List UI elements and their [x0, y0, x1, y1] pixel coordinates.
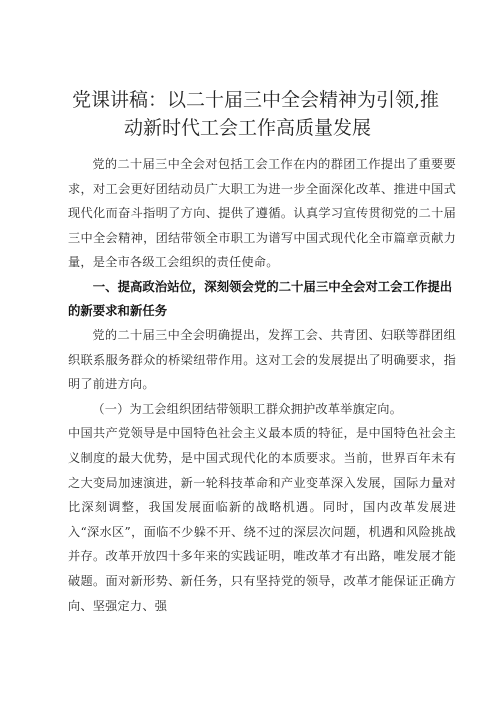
subsection-lead: （一）为工会组织团结带领职工群众拥护改革举旗定向。	[92, 401, 403, 416]
title-line-2: 动新时代工会工作高质量发展	[124, 117, 372, 139]
paragraph-3: 中国共产党领导是中国特色社会主义最本质的特征，是中国特色社会主义制度的最大优势，是中国式现代化的本质要求。当前，世界百年未有之大变局加速演进，新一轮科技革命和产业变革深入发展，国际力量对比深刻调整，我国发展面临新的战略机遇。同时，国内改革发展进入“深水区”，面临不少躲不开、绕不过的深层次问题，机遇和风险挑战并存。改革开放四十多年来的实践证明，唯改革才有出路，唯发展才能破题。面对新形势、新任务，只有坚持党的领导，改革才能保证正确方向、坚强定力、强	[68, 426, 456, 613]
paragraph-2: 党的二十届三中全会明确提出，发挥工会、共青团、妇联等群团组织联系服务群众的桥梁纽带作用。这对工会的发展提出了明确要求，指明了前进方向。	[68, 327, 456, 392]
section-heading-1: 一、提高政治站位，深刻领会党的二十届三中全会对工会工作提出的新要求和新任务	[68, 278, 453, 318]
document-title	[72, 86, 442, 142]
title-line-1: 党课讲稿：以二十届三中全会精神为引领,推	[72, 89, 440, 111]
document-body	[68, 152, 456, 618]
intro-paragraph: 党的二十届三中全会对包括工会工作在内的群团工作提出了重要要求，对工会更好团结动员广大职工为进一步全面深化改革、推进中国式现代化而奋斗指明了方向、提供了遵循。认真学习宣传贯彻党的二十届三中全会精神，团结带领全市职工为谱写中国式现代化全市篇章贡献力量，是全市各级工会组织的责任使命。	[68, 157, 456, 270]
